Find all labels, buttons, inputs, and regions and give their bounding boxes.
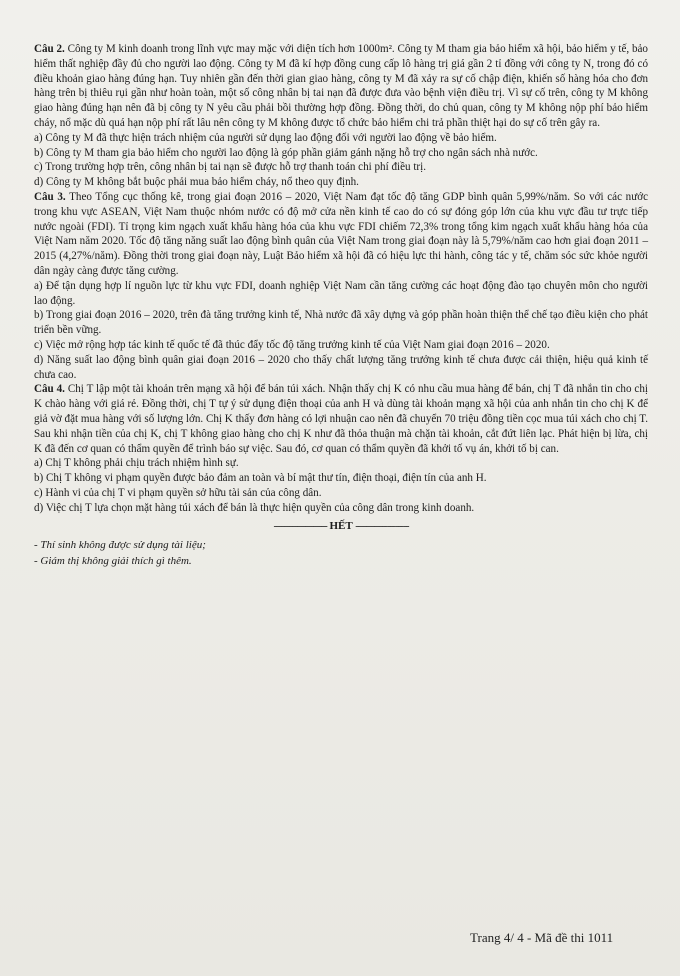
question-2 — [34, 42, 648, 190]
question-3-label: Câu 3. — [34, 190, 66, 203]
end-label: HẾT — [329, 519, 353, 532]
question-4-option-d: d) Việc chị T lựa chọn mặt hàng túi xách để bán là thực hiện quyền của công dân trong kinh doanh. — [34, 501, 475, 514]
question-2-label: Câu 2. — [34, 43, 65, 55]
exam-content — [34, 42, 648, 569]
question-4-option-a: a) Chị T không phải chịu trách nhiệm hình sự. — [34, 457, 239, 470]
question-3-text: Theo Tổng cục thống kê, trong giai đoạn 2016 – 2020, Việt Nam đạt tốc độ tăng GDP bình quân 5,99%/năm. So với các nước trong khu vực ASEAN, Việt Nam thuộc nhóm nước có độ mở cửa nền kinh tế cao do có sự đóng góp lớn của khu vực đầu tư trực tiếp nước ngoài (FDI). Tỉ trọng kim ngạch xuất khẩu hàng hóa của khu vực FDI chiếm 72,3% trong tổng kim ngạch xuất khẩu hàng hóa của Việt Nam năm 2020. Tốc độ tăng năng suất lao động bình quân của Việt Nam trong giai đoạn này là 5,79%/năm cao hơn giai đoạn 2011 – 2015 (4,27%/năm). Đồng thời trong giai đoạn này, Luật Bảo hiểm xã hội đã có hiệu lực thi hành, công tác y tế, chăm sóc sức khỏe người dân ngày càng được tăng cường. — [34, 190, 649, 277]
end-dashes-right: -------------------- — [355, 519, 409, 532]
page-footer: Trang 4/ 4 - Mã đề thi 1011 — [470, 930, 614, 945]
question-4 — [34, 382, 648, 515]
question-2-option-c: c) Trong trường hợp trên, công nhân bị tai nạn sẽ được hỗ trợ thanh toán chi phí điều trị. — [34, 161, 426, 174]
note-no-explanation: - Giám thị không giải thích gì thêm. — [34, 555, 192, 568]
end-dashes-left: -------------------- — [273, 519, 327, 532]
exam-notes — [34, 537, 648, 569]
question-3-option-a: a) Để tận dụng hợp lí nguồn lực từ khu vực FDI, doanh nghiệp Việt Nam cần tăng cường các hoạt động đào tạo chuyên môn cho người lao động. — [34, 279, 648, 307]
question-4-option-c: c) Hành vi của chị T vi phạm quyền sở hữu tài sản của công dân. — [34, 486, 322, 499]
end-marker — [34, 519, 648, 534]
question-4-option-b: b) Chị T không vi phạm quyền được bảo đảm an toàn và bí mật thư tín, điện thoại, điện tín của anh H. — [34, 472, 487, 485]
question-2-option-a: a) Công ty M đã thực hiện trách nhiệm của người sử dụng lao động đối với người lao động về bảo hiểm. — [34, 131, 497, 144]
question-3-option-c: c) Việc mở rộng hợp tác kinh tế quốc tế đã thúc đẩy tốc độ tăng trưởng kinh tế của Việt Nam giai đoạn 2016 – 2020. — [34, 338, 550, 351]
question-3-option-d: d) Năng suất lao động bình quân giai đoạn 2016 – 2020 cho thấy chất lượng tăng trưởng kinh tế chưa được cải thiện, hiệu quả kinh tế chưa cao. — [34, 353, 648, 381]
question-2-text: Công ty M kinh doanh trong lĩnh vực may mặc với diện tích hơn 1000m². Công ty M tham gia bảo hiểm xã hội, bảo hiểm y tế, bảo hiểm thất nghiệp đầy đủ cho người lao động. Công ty M đã kí hợp đồng cung cấp lô hàng trị giá gần 2 tỉ đồng với công ty N, trong đó có điều khoản giao hàng đúng hạn. Tuy nhiên gần đến thời gian giao hàng, công ty M đã xảy ra sự cố chập điện, khiến số hàng hóa cho đơn hàng trên bị thiêu rụi gần như hoàn toàn, một số công nhân bị tai nạn đã được đưa vào bệnh viện điều trị. Vì sự cố trên, công ty M không giao hàng đúng hạn nên đã bị công ty N yêu cầu phải bồi thường hợp đồng. Đồng thời, do chủ quan, công ty M không nộp phí bảo hiểm cháy, nổ mặc dù quá hạn nộp phí rất lâu nên công ty M không được tổ chức bảo hiểm chi trả phần thiệt hại do sự cố trên gây ra. — [34, 43, 648, 129]
question-2-option-d: d) Công ty M không bắt buộc phải mua bảo hiểm cháy, nổ theo quy định. — [34, 176, 359, 189]
question-2-stem — [34, 42, 648, 131]
question-3-stem — [34, 190, 648, 279]
question-4-text: Chị T lập một tài khoản trên mạng xã hội để bán túi xách. Nhận thấy chị K có nhu cầu mua hàng để bán, chị T đã nhắn tin cho chị K chào hàng với giá rẻ. Đồng thời, chị T tự ý sử dụng điện thoại của anh H và dùng tài khoản mạng xã hội của anh nhắn tin cho chị K để giả vờ đặt mua hàng với số lượng lớn. Chị K thấy đơn hàng có lợi nhuận cao nên đã chuyển 70 triệu đồng tiền cọc mua túi xách cho chị T. Sau khi nhận tiền của chị K, chị T không giao hàng cho chị K như đã thỏa thuận mà chặn tài khoản, cắt đứt liên lạc. Phát hiện bị lừa, chị K đã đến cơ quan có thẩm quyền để trình báo sự việc. Sau đó, cơ quan có thẩm quyền đã khởi tố vụ án, khởi tố bị can. — [34, 383, 648, 455]
question-2-option-b: b) Công ty M tham gia bảo hiểm cho người lao động là góp phần giảm gánh nặng hỗ trợ cho ngân sách nhà nước. — [34, 146, 538, 159]
question-4-stem — [34, 382, 648, 456]
question-4-label: Câu 4. — [34, 383, 65, 396]
question-3-option-b: b) Trong giai đoạn 2016 – 2020, trên đà tăng trưởng kinh tế, Nhà nước đã xây dựng và góp phần hoàn thiện thể chế tạo điều kiện cho phát triển bền vững. — [34, 309, 648, 337]
question-3 — [34, 190, 648, 382]
note-no-materials: - Thí sinh không được sử dụng tài liệu; — [34, 539, 206, 552]
